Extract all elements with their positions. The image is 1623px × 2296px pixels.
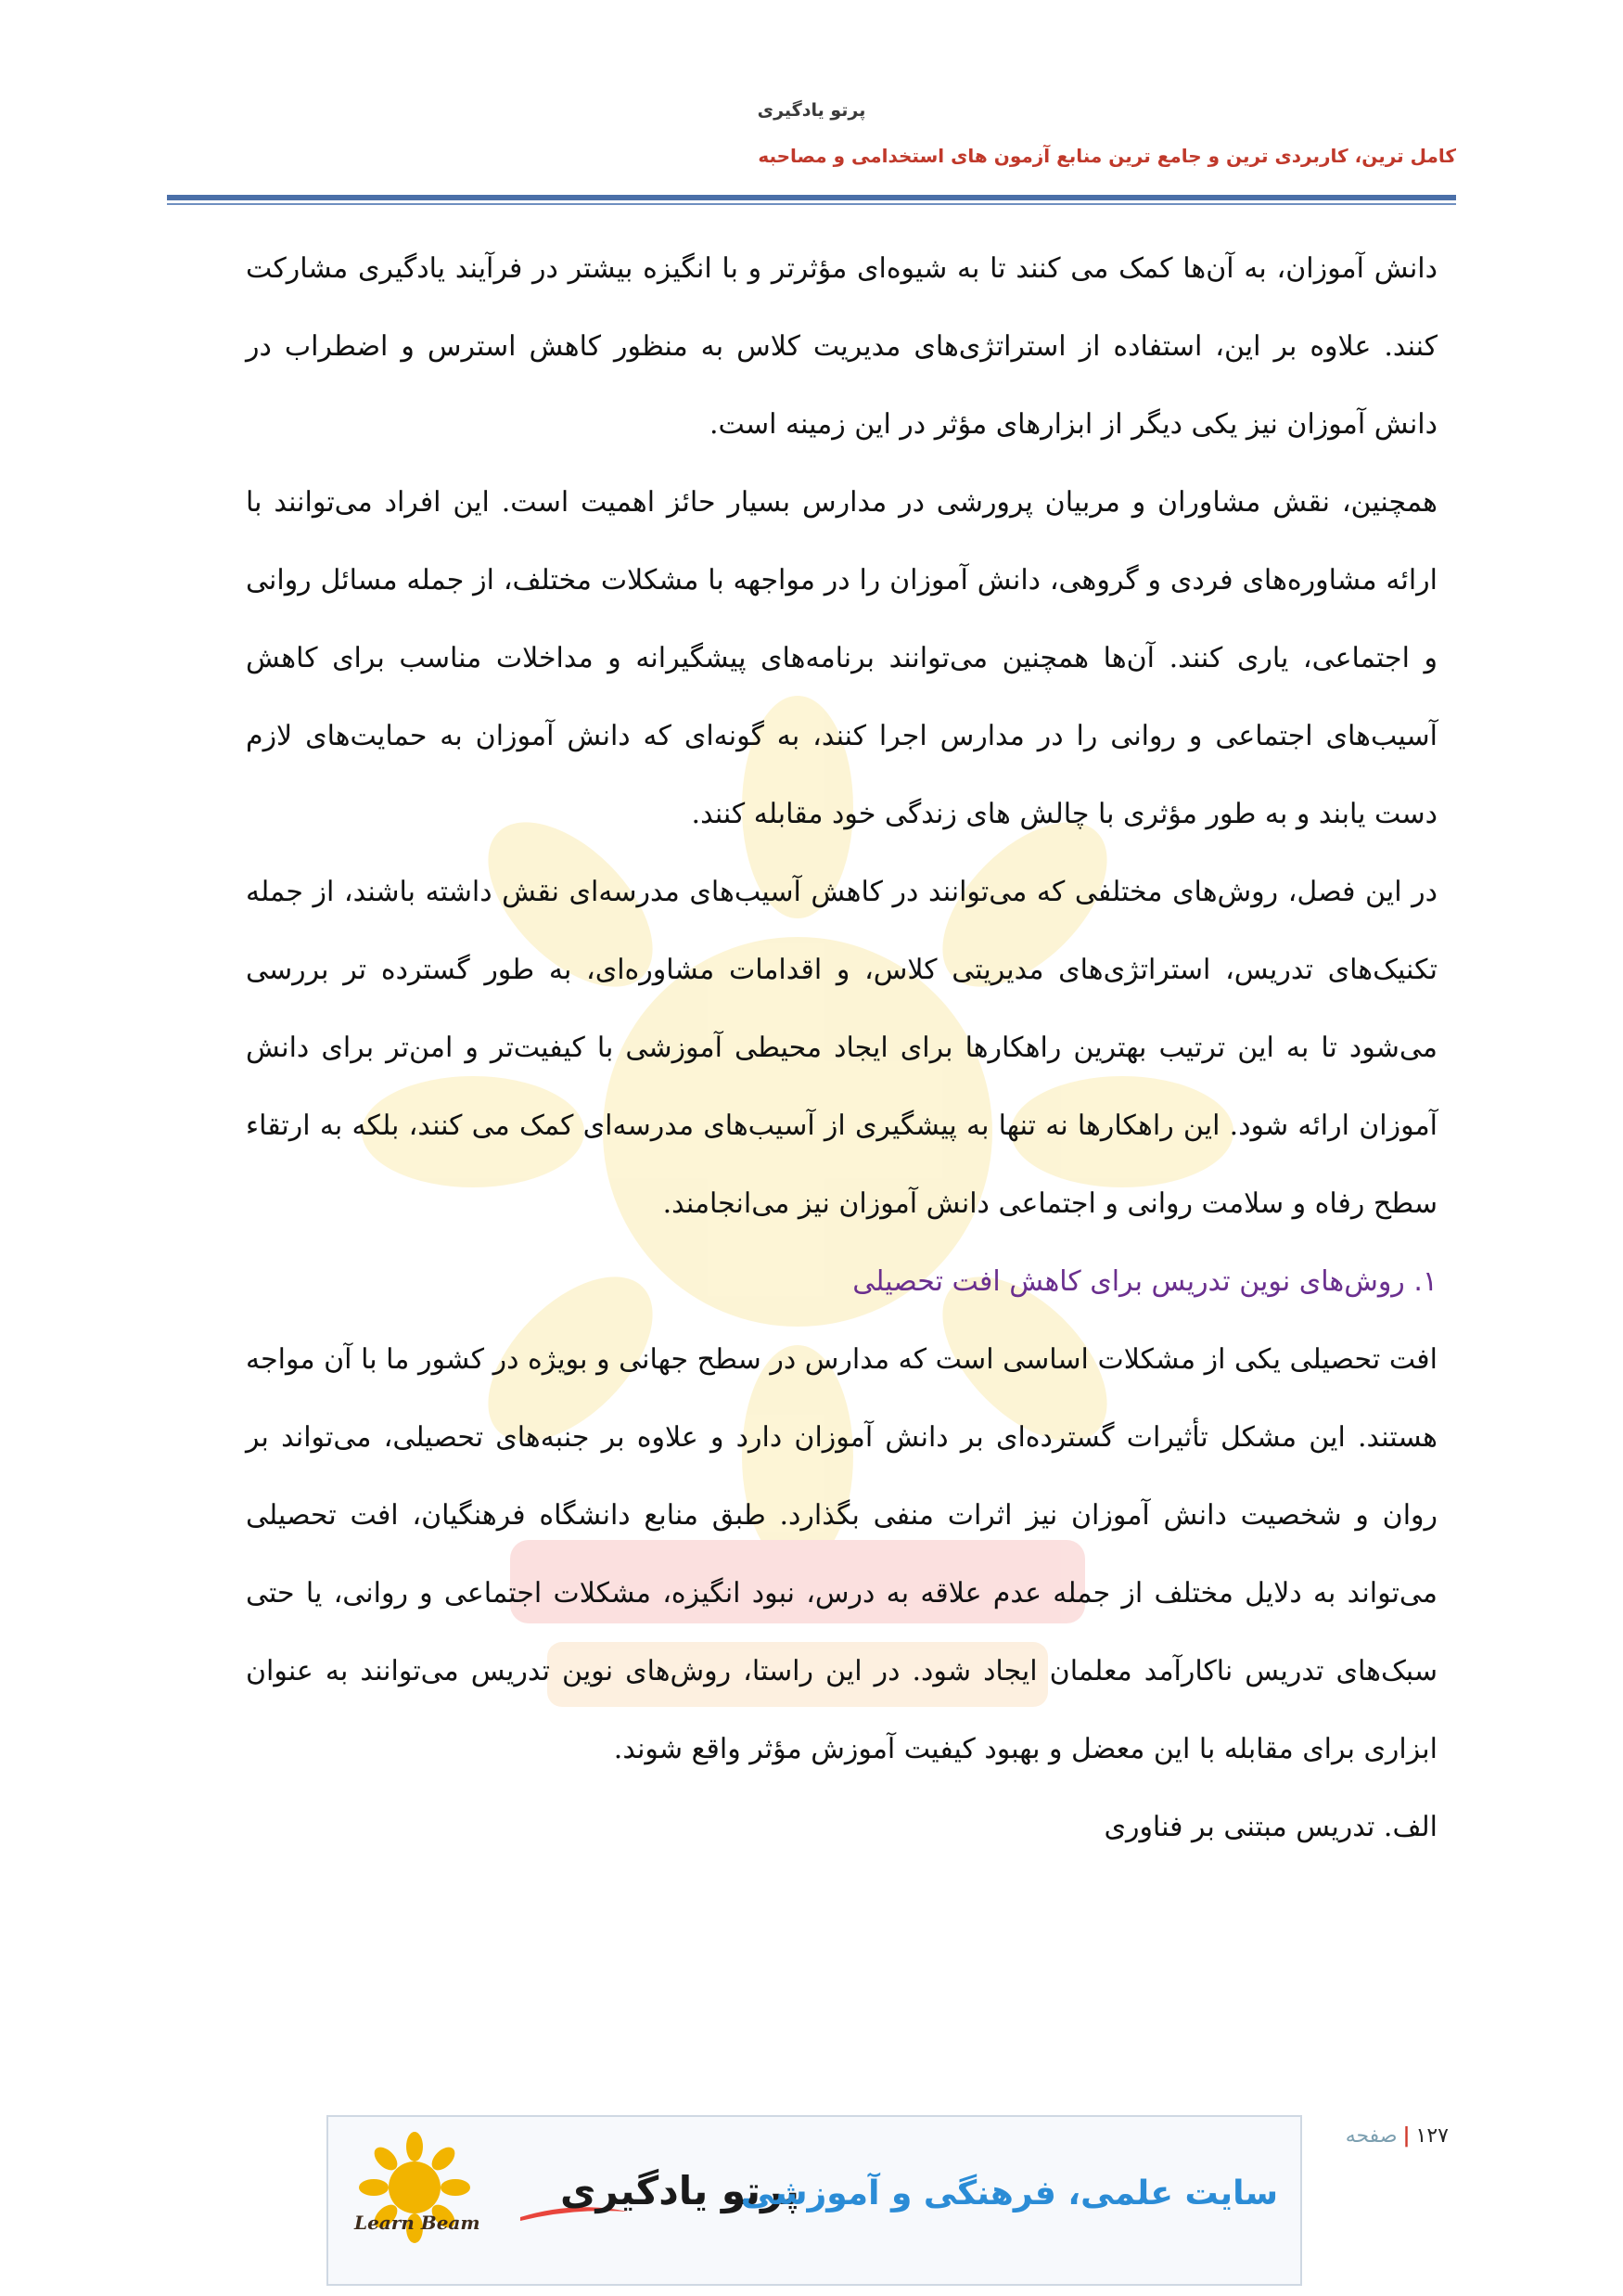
subheading: الف. تدریس مبتنی بر فناوری <box>1104 1811 1438 1843</box>
page-header <box>167 100 1456 167</box>
footer-banner[interactable] <box>326 2115 1302 2286</box>
page-label: صفحه <box>1345 2124 1398 2148</box>
paragraph-2: همچنین، نقش مشاوران و مربیان پرورشی در مدارس بسیار حائز اهمیت است. این افراد می‌توانند با ارائه مشاوره‌های فردی و گروهی، دانش آموزان را در مواجهه با مشکلات مختلف، از جمله مسائل روانی و اجتماعی، یاری کنند. آن‌ها همچنین می‌توانند برنامه‌های پیشگیرانه و مداخلات مناسب برای کاهش آسیب‌های اجتماعی و روانی را در مدارس اجرا کنند، به گونه‌ای که دانش آموزان به حمایت‌های لازم دست یابند و به طور مؤثری با چالش های زندگی خود مقابله کنند. <box>246 486 1438 830</box>
page-number <box>1310 2124 1449 2148</box>
header-rule-thin <box>167 203 1456 205</box>
header-subtitle: کامل ترین، کاربردی ترین و جامع ترین منابع آزمون های استخدامی و مصاحبه <box>758 145 1456 167</box>
paragraph-3: در این فصل، روش‌های مختلفی که می‌توانند در کاهش آسیب‌های مدرسه‌ای نقش داشته باشند، از جمله تکنیک‌های تدریس، استراتژی‌های مدیریتی کلاس، و اقدامات مشاوره‌ای، به طور گسترده تر بررسی می‌شود تا به این ترتیب بهترین راهکارها برای ایجاد محیطی آموزشی با کیفیت‌تر و امن‌تر برای دانش آموزان ارائه شود. این راهکارها نه تنها به پیشگیری از آسیب‌های مدرسه‌ای کمک می کنند، بلکه به ارتقاء سطح رفاه و سلامت روانی و اجتماعی دانش آموزان نیز می‌انجامند. <box>246 876 1438 1220</box>
banner-brand: پرتو یادگیری <box>560 2168 799 2213</box>
section-heading: ۱. روش‌های نوین تدریس برای کاهش افت تحصیلی <box>852 1265 1438 1298</box>
sun-logo-icon <box>345 2130 484 2269</box>
body-text <box>246 230 1438 1866</box>
header-title: پرتو یادگیری <box>757 100 866 121</box>
page-number-separator: | <box>1402 2124 1411 2148</box>
paragraph-1: دانش آموزان، به آن‌ها کمک می کنند تا به شیوه‌ای مؤثرتر و با انگیزه بیشتر در فرآیند یادگیری مشارکت کنند. علاوه بر این، استفاده از استراتژی‌های مدیریت کلاس به منظور کاهش استرس و اضطراب در دانش آموزان نیز یکی دیگر از ابزارهای مؤثر در این زمینه است. <box>246 252 1438 441</box>
section-paragraph: افت تحصیلی یکی از مشکلات اساسی است که مدارس در سطح جهانی و بویژه در کشور ما با آن مواجه هستند. این مشکل تأثیرات گسترده‌ای بر دانش آموزان دارد و علاوه بر جنبه‌های تحصیلی، می‌تواند بر روان و شخصیت دانش آموزان نیز اثرات منفی بگذارد. طبق منابع دانشگاه فرهنگیان، افت تحصیلی می‌تواند به دلایل مختلف از جمله عدم علاقه به درس، نبود انگیزه، مشکلات اجتماعی و روانی، یا حتی سبک‌های تدریس ناکارآمد معلمان ایجاد شود. در این راستا، روش‌های نوین تدریس می‌توانند به عنوان ابزاری برای مقابله با این معضل و بهبود کیفیت آموزش مؤثر واقع شوند. <box>246 1343 1438 1765</box>
page-number-value: ۱۲۷ <box>1415 2124 1449 2148</box>
banner-logo-text: Learn Beam <box>354 2212 480 2234</box>
banner-tagline: سایت علمی، فرهنگی و آموزشی <box>740 2174 1278 2213</box>
header-rule-thick <box>167 195 1456 200</box>
